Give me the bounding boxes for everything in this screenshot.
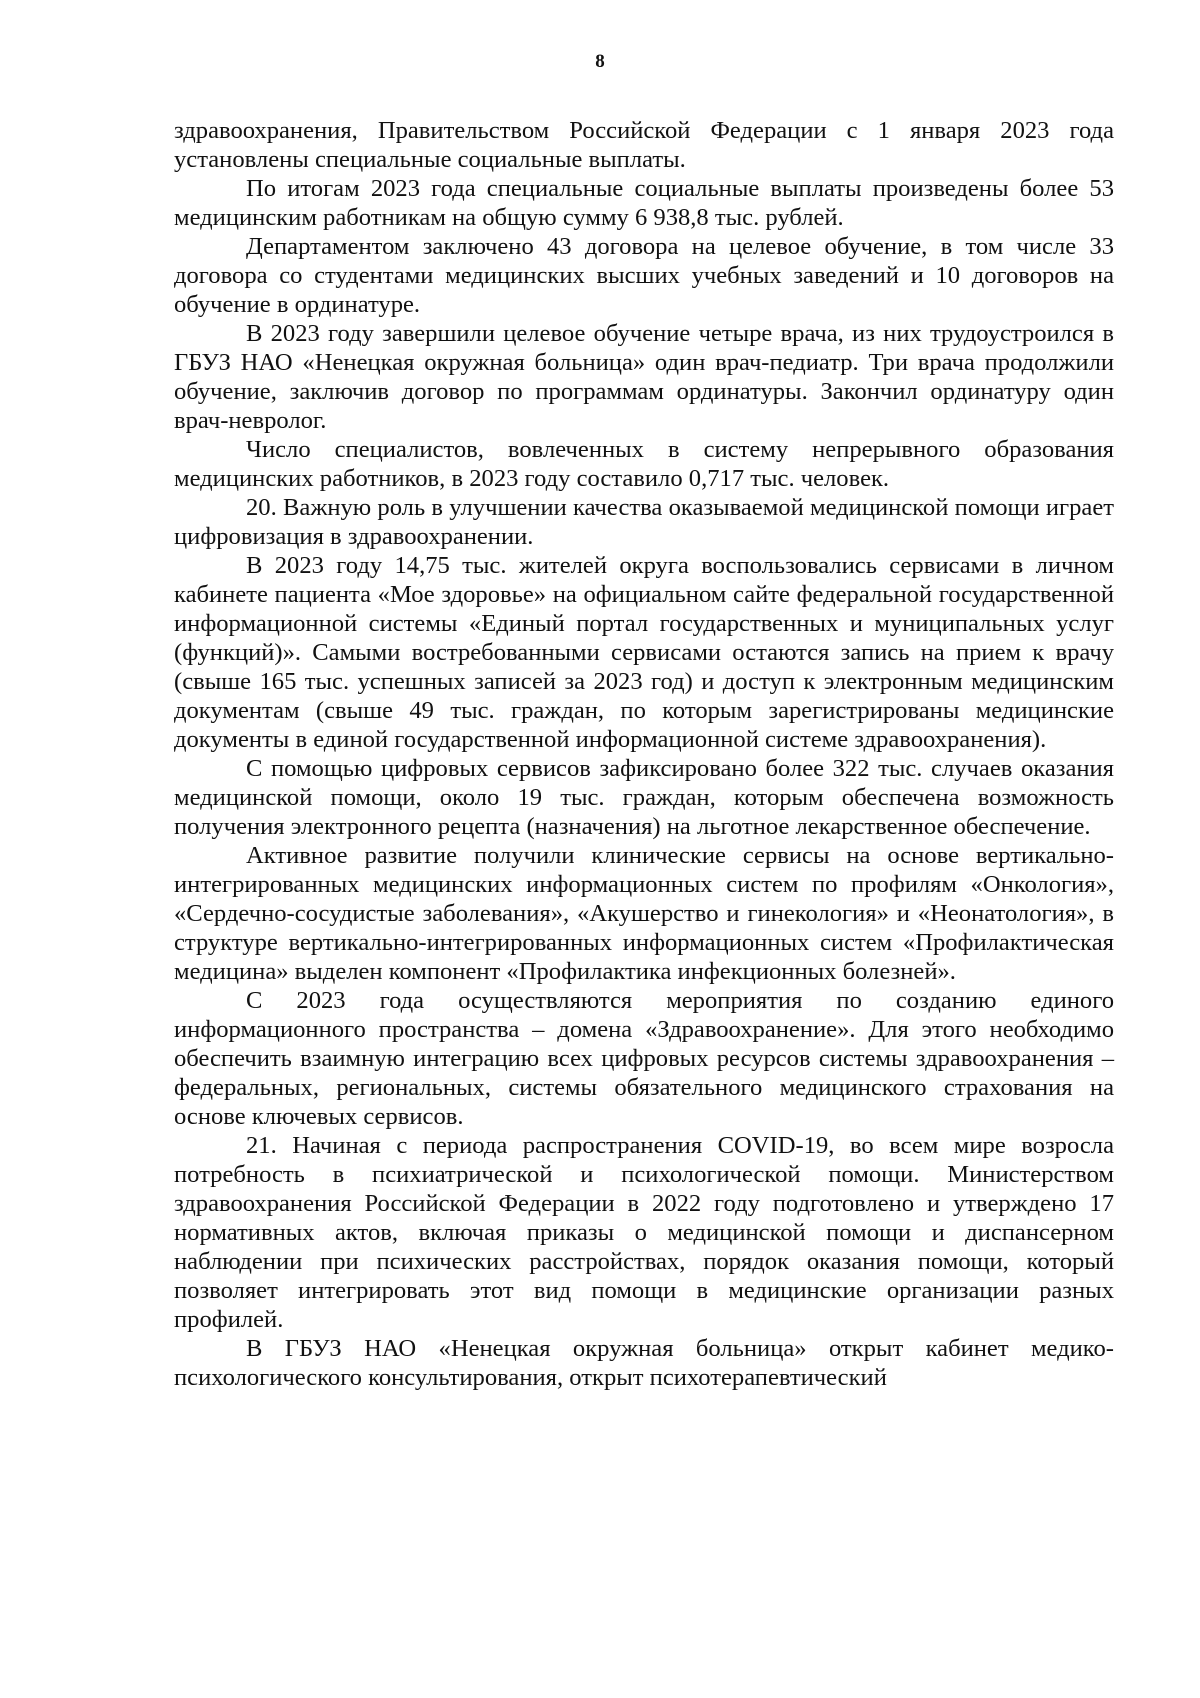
paragraph-target-training-results: В 2023 году завершили целевое обучение четыре врача, из них трудоустроился в ГБУЗ НАО «Ненецкая окружная больница» один врач-педиатр. Три врача продолжили обучение, заключив договор по программам ординатуры. Закончил ординатуру один врач-невролог. (174, 320, 1114, 434)
paragraph-healthcare-domain: С 2023 года осуществляются мероприятия по созданию единого информационного пространства – домена «Здравоохранение». Для этого необходимо обеспечить взаимную интеграцию всех цифровых ресурсов системы здравоохранения – федеральных, региональных, системы обязательного медицинского страхования на основе ключевых сервисов. (174, 987, 1114, 1130)
page-number: 8 (595, 51, 605, 72)
paragraph-digital-services: С помощью цифровых сервисов зафиксировано более 322 тыс. случаев оказания медицинской помощи, около 19 тыс. граждан, которым обеспечена возможность получения электронного рецепта (назначения) на льготное лекарственное обеспечение. (174, 755, 1114, 840)
paragraph-item-21: 21. Начиная с периода распространения COVID-19, во всем мире возросла потребность в психиатрической и психологической помощи. Министерством здравоохранения Российской Федерации в 2022 году подготовлено и утверждено 17 нормативных актов, включая приказы о медицинской помощи и диспансерном наблюдении при психических расстройствах, порядок оказания помощи, который позволяет интегрировать этот вид помощи в медицинские организации разных профилей. (174, 1132, 1114, 1333)
paragraph-item-20: 20. Важную роль в улучшении качества оказываемой медицинской помощи играет цифровизация в здравоохранении. (174, 494, 1114, 550)
paragraph-social-payments: По итогам 2023 года специальные социальные выплаты произведены более 53 медицинским работникам на общую сумму 6 938,8 тыс. рублей. (174, 175, 1114, 231)
paragraph-target-training-contracts: Департаментом заключено 43 договора на целевое обучение, в том числе 33 договора со студентами медицинских высших учебных заведений и 10 договоров на обучение в ординатуре. (174, 233, 1114, 318)
paragraph-continuation: здравоохранения, Правительством Российской Федерации с 1 января 2023 года установлены специальные социальные выплаты. (174, 117, 1114, 173)
paragraph-psychological-counseling: В ГБУЗ НАО «Ненецкая окружная больница» открыт кабинет медико-психологического консультирования, открыт психотерапевтический (174, 1335, 1114, 1391)
paragraph-continuing-education: Число специалистов, вовлеченных в систему непрерывного образования медицинских работников, в 2023 году составило 0,717 тыс. человек. (174, 436, 1114, 492)
paragraph-moe-zdorovie: В 2023 году 14,75 тыс. жителей округа воспользовались сервисами в личном кабинете пациента «Мое здоровье» на официальном сайте федеральной государственной информационной системы «Единый портал государственных и муниципальных услуг (функций)». Самыми востребованными сервисами остаются запись на прием к врачу (свыше 165 тыс. успешных записей за 2023 год) и доступ к электронным медицинским документам (свыше 49 тыс. граждан, по которым зарегистрированы медицинские документы в единой государственной информационной системе здравоохранения). (174, 552, 1114, 753)
document-body (174, 116, 1114, 1392)
paragraph-clinical-services: Активное развитие получили клинические сервисы на основе вертикально-интегрированных медицинских информационных систем по профилям «Онкология», «Сердечно-сосудистые заболевания», «Акушерство и гинекология» и «Неонатология», в структуре вертикально-интегрированных информационных систем «Профилактическая медицина» выделен компонент «Профилактика инфекционных болезней». (174, 842, 1114, 985)
